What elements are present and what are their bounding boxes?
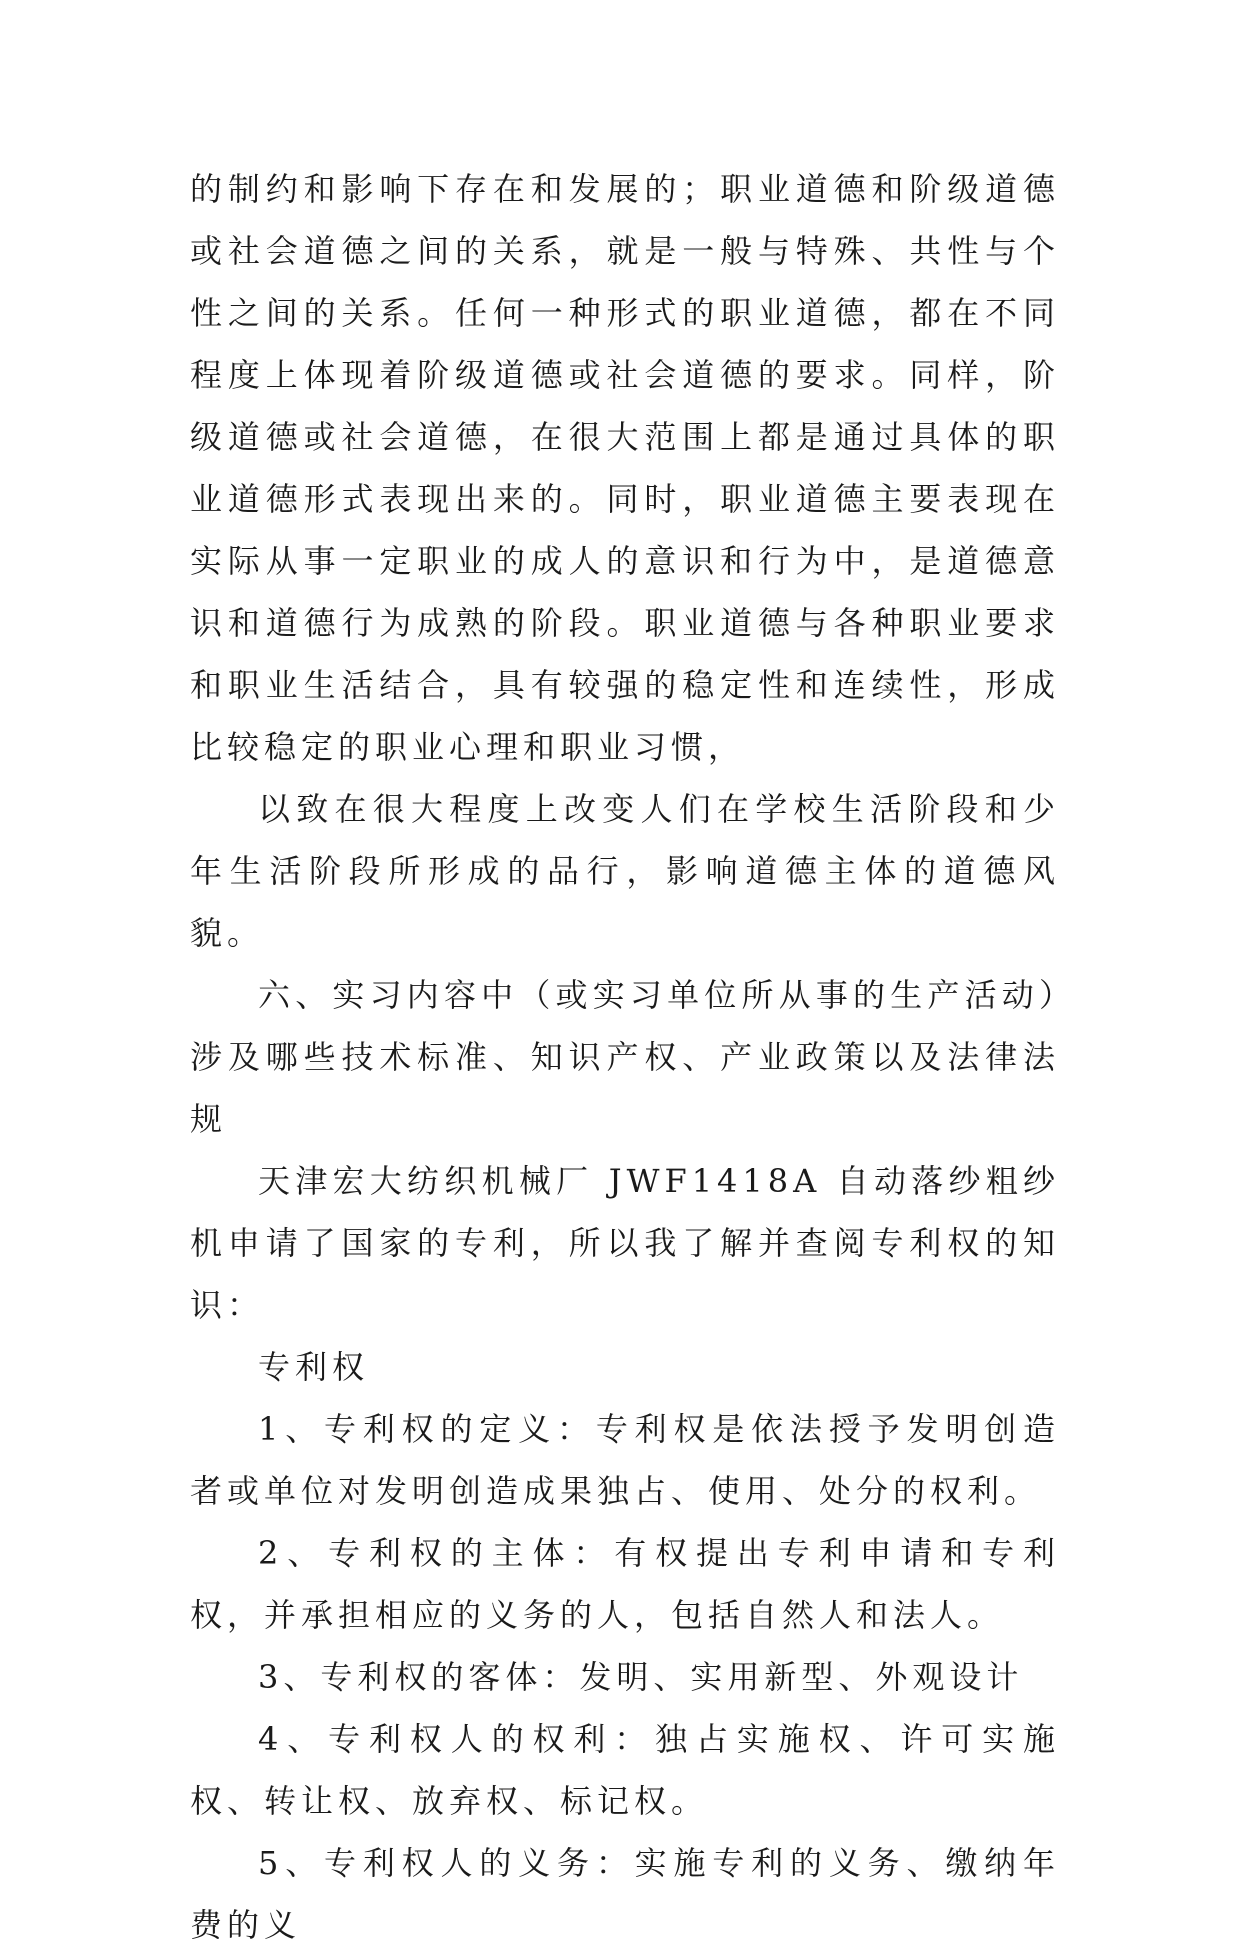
document-page xyxy=(190,158,1060,1956)
subheading-patent-right: 专利权 xyxy=(258,1348,370,1386)
list-item-definition: 1、专利权的定义：专利权是依法授予发明创造者或单位对发明创造成果独占、使用、处分的权利。 xyxy=(190,1410,1060,1510)
list-item-obligations: 5、专利权人的义务：实施专利的义务、缴纳年费的义 xyxy=(190,1844,1060,1944)
list-item-object: 3、专利权的客体：发明、实用新型、外观设计 xyxy=(258,1658,1024,1696)
paragraph-moral-impact: 以致在很大程度上改变人们在学校生活阶段和少年生活阶段所形成的品行，影响道德主体的道德风貌。 xyxy=(190,790,1060,952)
list-item-rights: 4、专利权人的权利：独占实施权、许可实施权、转让权、放弃权、标记权。 xyxy=(190,1720,1060,1820)
paragraph-moral-relationship: 的制约和影响下存在和发展的；职业道德和阶级道德或社会道德之间的关系，就是一般与特殊、共性与个性之间的关系。任何一种形式的职业道德，都在不同程度上体现着阶级道德或社会道德的要求。同样，阶级道德或社会道德，在很大范围上都是通过具体的职业道德形式表现出来的。同时，职业道德主要表现在实际从事一定职业的成人的意识和行为中，是道德意识和道德行为成熟的阶段。职业道德与各种职业要求和职业生活结合，具有较强的稳定性和连续性，形成比较稳定的职业心理和职业习惯， xyxy=(190,170,1060,766)
section-heading-six: 六、实习内容中（或实习单位所从事的生产活动）涉及哪些技术标准、知识产权、产业政策以及法律法规 xyxy=(190,976,1060,1138)
paragraph-patent-intro: 天津宏大纺织机械厂 JWF1418A 自动落纱粗纱机申请了国家的专利，所以我了解并查阅专利权的知识： xyxy=(190,1162,1060,1324)
list-item-subject: 2、专利权的主体：有权提出专利申请和专利权，并承担相应的义务的人，包括自然人和法人。 xyxy=(190,1534,1060,1634)
